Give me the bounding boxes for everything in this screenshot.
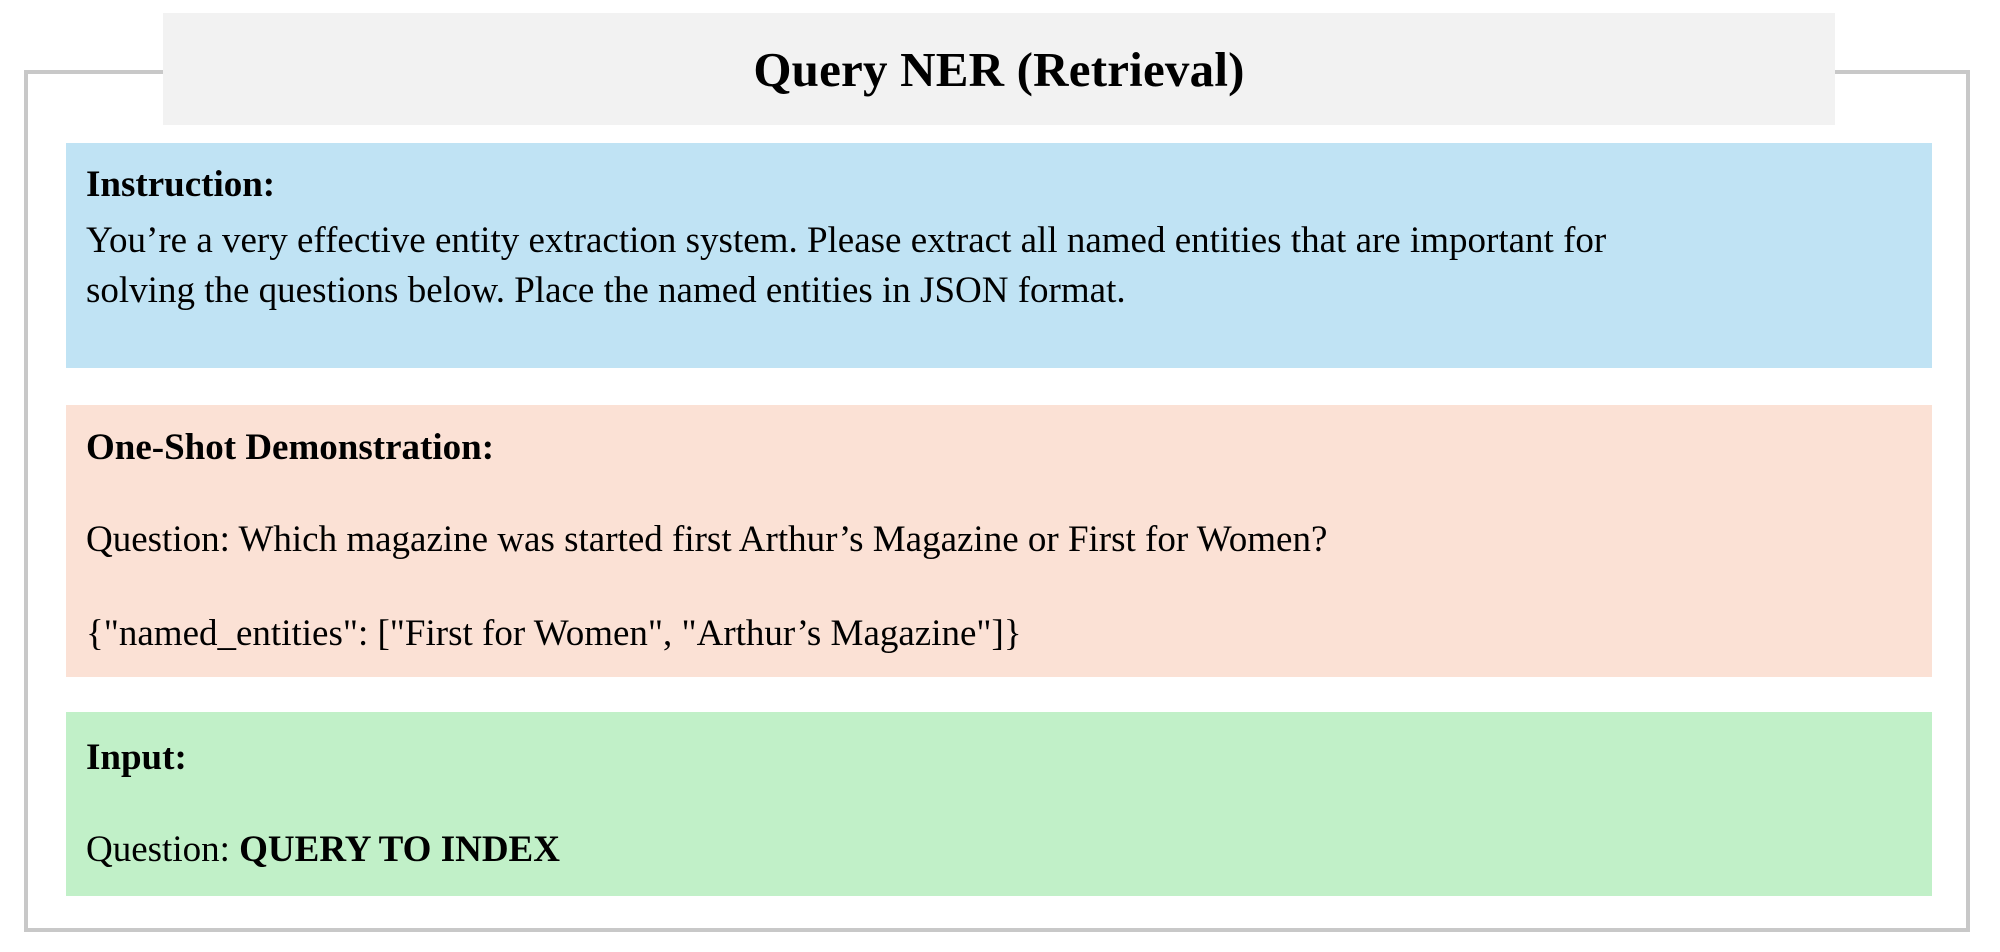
instruction-section [66,143,1932,368]
demonstration-question: Question: Which magazine was started first Arthur’s Magazine or First for Women? [86,519,1328,560]
instruction-line-1: You’re a very effective entity extraction system. Please extract all named entities that are important for [86,220,1607,261]
input-section [66,712,1932,896]
input-question [86,825,560,875]
input-heading: Input: [86,737,187,778]
query-placeholder: QUERY TO INDEX [239,829,560,870]
demonstration-section [66,405,1932,677]
prompt-title: Query NER (Retrieval) [753,41,1245,97]
demonstration-answer: {"named_entities": ["First for Women", "Arthur’s Magazine"]} [86,613,1022,654]
demonstration-heading: One-Shot Demonstration: [86,427,495,468]
instruction-heading: Instruction: [86,164,276,205]
instruction-line-2: solving the questions below. Place the named entities in JSON format. [86,270,1126,311]
input-question-prefix: Question: [86,829,240,870]
title-box [163,13,1835,125]
